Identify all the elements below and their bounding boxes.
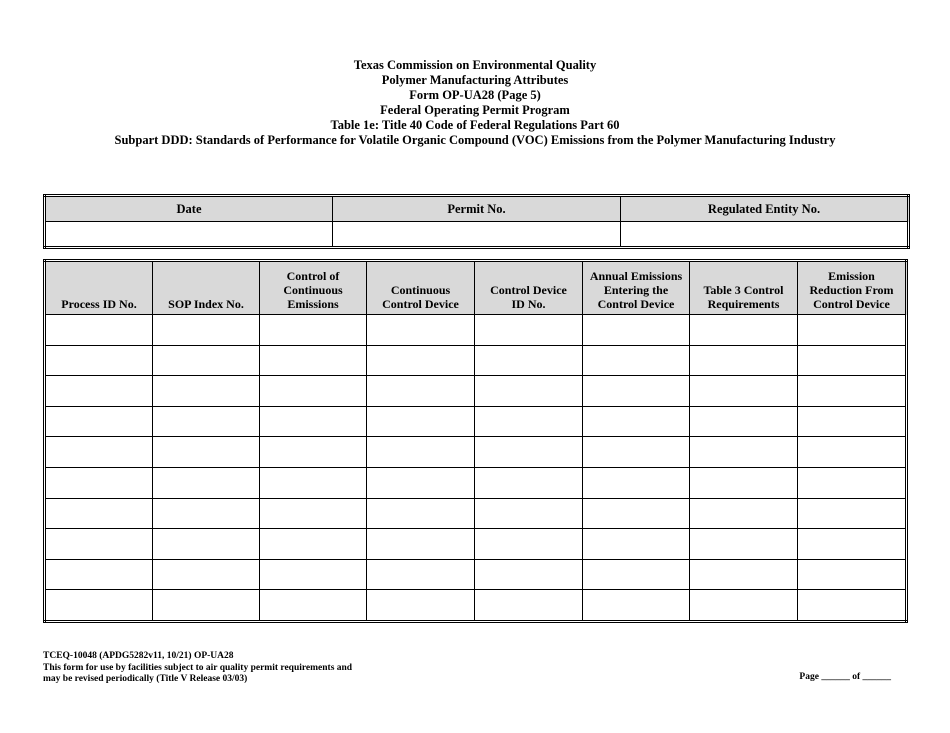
continuous-control-device-header <box>367 261 475 315</box>
table-cell[interactable] <box>690 590 798 622</box>
table-cell[interactable] <box>153 345 260 376</box>
table-cell[interactable] <box>798 406 907 437</box>
table-row <box>45 559 907 590</box>
table-cell[interactable] <box>798 498 907 529</box>
table-cell[interactable] <box>475 345 583 376</box>
table-cell[interactable] <box>690 406 798 437</box>
table-cell[interactable] <box>583 559 690 590</box>
header-line: Control Device <box>490 283 567 297</box>
table-cell[interactable] <box>153 437 260 468</box>
table-cell[interactable] <box>798 590 907 622</box>
header-line: Continuous <box>390 283 451 297</box>
table-cell[interactable] <box>690 529 798 560</box>
header-line: Annual Emissions <box>589 269 683 283</box>
table-cell[interactable] <box>583 467 690 498</box>
table-cell[interactable] <box>45 406 153 437</box>
table-cell[interactable] <box>475 376 583 407</box>
table-cell[interactable] <box>45 437 153 468</box>
table-row <box>45 467 907 498</box>
table-cell[interactable] <box>798 345 907 376</box>
table-cell[interactable] <box>45 529 153 560</box>
permit-no-field[interactable] <box>333 222 621 248</box>
table-cell[interactable] <box>45 590 153 622</box>
table-cell[interactable] <box>690 467 798 498</box>
table-cell[interactable] <box>367 559 475 590</box>
table-row <box>45 406 907 437</box>
date-field[interactable] <box>45 222 333 248</box>
table-cell[interactable] <box>153 590 260 622</box>
form-subject: Polymer Manufacturing Attributes <box>381 73 569 87</box>
table-row <box>45 315 907 346</box>
table-cell[interactable] <box>475 529 583 560</box>
table-cell[interactable] <box>260 406 367 437</box>
footer-note-line2: may be revised periodically (Title V Release 03/03) <box>43 674 248 684</box>
permit-no-header: Permit No. <box>333 196 621 222</box>
table-cell[interactable] <box>45 559 153 590</box>
page-label: Page <box>799 672 819 682</box>
table-cell[interactable] <box>475 315 583 346</box>
header-line: Entering the <box>603 283 669 297</box>
table-cell[interactable] <box>475 559 583 590</box>
table-cell[interactable] <box>798 437 907 468</box>
process-id-header <box>45 261 153 315</box>
table-cell[interactable] <box>367 590 475 622</box>
table-cell[interactable] <box>153 315 260 346</box>
table-cell[interactable] <box>153 529 260 560</box>
table-cell[interactable] <box>260 345 367 376</box>
table-cell[interactable] <box>260 467 367 498</box>
header-line: Reduction From <box>809 283 894 297</box>
table-cell[interactable] <box>367 406 475 437</box>
table-row <box>45 590 907 622</box>
page-number <box>799 672 891 682</box>
table-cell[interactable] <box>690 559 798 590</box>
table-cell[interactable] <box>45 345 153 376</box>
table-cell[interactable] <box>260 590 367 622</box>
table-row <box>45 376 907 407</box>
table-cell[interactable] <box>153 559 260 590</box>
table-cell[interactable] <box>153 406 260 437</box>
table-cell[interactable] <box>260 529 367 560</box>
table-cell[interactable] <box>583 376 690 407</box>
table-cell[interactable] <box>690 498 798 529</box>
of-label: of <box>852 672 861 682</box>
header-line: Continuous <box>283 283 343 297</box>
header-line: Table 3 Control <box>703 283 784 297</box>
table-cell[interactable] <box>690 315 798 346</box>
table-cell[interactable] <box>153 467 260 498</box>
table-cell[interactable] <box>367 498 475 529</box>
header-line: Control Device <box>597 297 675 311</box>
header-line: Process ID No. <box>61 297 137 311</box>
table-cell[interactable] <box>583 406 690 437</box>
table-cell[interactable] <box>45 315 153 346</box>
header-line: ID No. <box>511 297 546 311</box>
table-row <box>45 345 907 376</box>
header-line: Control Device <box>382 297 459 311</box>
table-cell[interactable] <box>690 376 798 407</box>
table-cell[interactable] <box>367 467 475 498</box>
table-cell[interactable] <box>367 437 475 468</box>
control-continuous-emissions-header <box>260 261 367 315</box>
table-header-row <box>45 261 907 315</box>
footer-form-info <box>43 651 352 686</box>
subpart-title: Subpart DDD: Standards of Performance for Volatile Organic Compound (VOC) Emissions from the Polymer Manufacturing Industry <box>114 133 836 147</box>
attributes-table <box>43 259 908 623</box>
info-table <box>43 194 910 249</box>
table-cell[interactable] <box>260 437 367 468</box>
table-row <box>45 498 907 529</box>
table-title: Table 1e: Title 40 Code of Federal Regulations Part 60 <box>330 118 620 132</box>
table-cell[interactable] <box>367 345 475 376</box>
header-line: Control Device <box>813 297 890 311</box>
table-cell[interactable] <box>798 529 907 560</box>
table-cell[interactable] <box>153 376 260 407</box>
regulated-entity-header: Regulated Entity No. <box>621 196 909 222</box>
table-cell[interactable] <box>475 437 583 468</box>
table-cell[interactable] <box>690 437 798 468</box>
table-cell[interactable] <box>798 376 907 407</box>
table-cell[interactable] <box>367 376 475 407</box>
header-line: Control of <box>286 269 340 283</box>
table-cell[interactable] <box>583 315 690 346</box>
table-cell[interactable] <box>260 376 367 407</box>
table-cell[interactable] <box>260 498 367 529</box>
agency-title: Texas Commission on Environmental Quality <box>353 58 597 72</box>
table-cell[interactable] <box>153 498 260 529</box>
table-cell[interactable] <box>45 498 153 529</box>
program-name: Federal Operating Permit Program <box>380 103 570 117</box>
table-cell[interactable] <box>475 590 583 622</box>
table-cell[interactable] <box>798 559 907 590</box>
regulated-entity-field[interactable] <box>621 222 909 248</box>
date-header: Date <box>45 196 333 222</box>
table-cell[interactable] <box>367 529 475 560</box>
footer-form-id: TCEQ-10048 (APDG5282v11, 10/21) OP-UA28 <box>43 651 234 661</box>
table-cell[interactable] <box>260 315 367 346</box>
form-number: Form OP-UA28 (Page 5) <box>409 88 541 102</box>
table-cell[interactable] <box>583 529 690 560</box>
table-cell[interactable] <box>798 315 907 346</box>
emission-reduction-header <box>798 261 907 315</box>
table3-control-requirements-header <box>690 261 798 315</box>
table-cell[interactable] <box>583 437 690 468</box>
of-blank[interactable]: ______ <box>862 672 891 682</box>
table-cell[interactable] <box>260 559 367 590</box>
table-cell[interactable] <box>798 467 907 498</box>
footer-note-line1: This form for use by facilities subject to air quality permit requirements and <box>43 662 353 673</box>
header-line: SOP Index No. <box>168 297 244 311</box>
table-cell[interactable] <box>583 498 690 529</box>
sop-index-header <box>153 261 260 315</box>
table-row <box>45 529 907 560</box>
form-header <box>0 58 950 148</box>
table-cell[interactable] <box>583 345 690 376</box>
table-cell[interactable] <box>367 315 475 346</box>
table-row <box>45 437 907 468</box>
table-cell[interactable] <box>690 345 798 376</box>
header-line: Requirements <box>707 297 780 311</box>
control-device-id-header <box>475 261 583 315</box>
page-blank[interactable]: ______ <box>821 672 850 682</box>
header-line: Emissions <box>287 297 339 311</box>
table-cell[interactable] <box>475 467 583 498</box>
table-cell[interactable] <box>475 498 583 529</box>
table-cell[interactable] <box>45 467 153 498</box>
table-cell[interactable] <box>475 406 583 437</box>
header-line: Emission <box>828 269 875 283</box>
table-cell[interactable] <box>583 590 690 622</box>
table-cell[interactable] <box>45 376 153 407</box>
table-body <box>45 315 907 622</box>
annual-emissions-header <box>583 261 690 315</box>
